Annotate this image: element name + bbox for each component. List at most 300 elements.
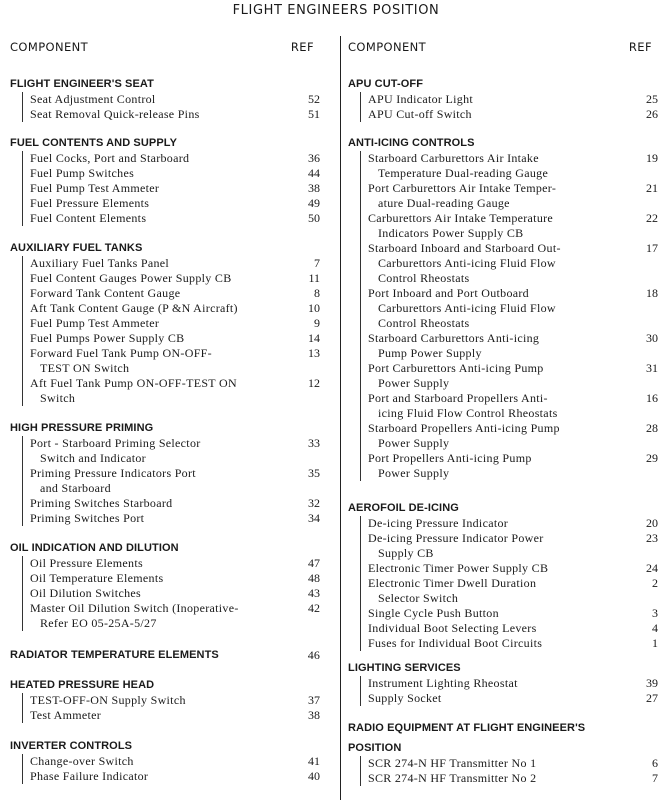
ref-number: 19: [646, 151, 658, 165]
ref-number: 33: [308, 436, 320, 450]
item-bracket: [22, 571, 23, 586]
list-item: [10, 601, 320, 631]
component-line: Seat Removal Quick-release Pins: [30, 107, 200, 121]
item-bracket: [360, 211, 361, 241]
list-item: [348, 676, 658, 691]
list-item: [348, 576, 658, 606]
component-line: Temperature Dual-reading Gauge: [378, 166, 549, 180]
component-line: Priming Pressure Indicators Port: [30, 466, 196, 480]
item-bracket: [22, 708, 23, 723]
component-line: Fuel Pump Test Ammeter: [30, 316, 160, 330]
list-item: [348, 181, 658, 211]
list-item: [10, 556, 320, 571]
component-line: TEST ON Switch: [40, 361, 130, 375]
section-title: RADIO EQUIPMENT AT FLIGHT ENGINEER'S: [348, 722, 586, 734]
component-line: Power Supply: [378, 376, 450, 390]
ref-number: 47: [308, 556, 320, 570]
list-item: [10, 286, 320, 301]
item-bracket: [22, 211, 23, 226]
component-header: COMPONENT: [10, 40, 89, 54]
component-line: icing Fluid Flow Control Rheostats: [378, 406, 558, 420]
item-bracket: [360, 361, 361, 391]
ref-number: 3: [652, 606, 658, 620]
component-name: [10, 107, 294, 122]
list-item: [348, 606, 658, 621]
component-name: [10, 511, 294, 526]
item-bracket: [22, 436, 23, 466]
component-line: SCR 274-N HF Transmitter No 1: [368, 756, 537, 770]
component-line: Refer EO 05-25A-5/27: [40, 616, 157, 630]
ref-number: 39: [646, 676, 658, 690]
component-line: APU Indicator Light: [368, 92, 474, 106]
section: [348, 500, 658, 651]
component-line: Electronic Timer Dwell Duration: [368, 576, 537, 590]
item-bracket: [22, 107, 23, 122]
ref-header: REF: [290, 40, 314, 54]
section: [348, 135, 658, 481]
item-bracket: [360, 241, 361, 286]
ref-number: 46: [307, 648, 320, 662]
ref-number: 24: [646, 561, 658, 575]
component-line: Fuel Content Elements: [30, 211, 147, 225]
component-line: Switch: [40, 391, 76, 405]
list-item: [10, 107, 320, 122]
list-item: [10, 256, 320, 271]
item-bracket: [360, 331, 361, 361]
component-name: [348, 561, 632, 576]
component-name: [348, 211, 632, 241]
component-name: [10, 256, 294, 271]
item-bracket: [22, 346, 23, 376]
component-line: Starboard Propellers Anti-icing Pump: [368, 421, 560, 435]
component-line: Master Oil Dilution Switch (Inoperative-: [30, 601, 239, 615]
item-bracket: [360, 181, 361, 211]
component-line: Starboard Inboard and Starboard Out-: [368, 241, 561, 255]
list-item: [348, 561, 658, 576]
list-item: [10, 376, 320, 406]
item-bracket: [22, 181, 23, 196]
component-line: Phase Failure Indicator: [30, 769, 149, 783]
component-name: [10, 151, 294, 166]
list-item: [10, 708, 320, 723]
section-title: AEROFOIL DE-ICING: [348, 502, 459, 514]
list-item: [348, 621, 658, 636]
component-name: [348, 241, 632, 286]
component-name: [10, 586, 294, 601]
list-item: [348, 151, 658, 181]
component-line: Port Carburettors Air Intake Temper-: [368, 181, 557, 195]
section-title: OIL INDICATION AND DILUTION: [10, 542, 179, 554]
component-line: TEST-OFF-ON Supply Switch: [30, 693, 186, 707]
ref-number: 17: [646, 241, 658, 255]
component-line: Fuel Pressure Elements: [30, 196, 150, 210]
section: [10, 677, 320, 723]
ref-number: 38: [308, 181, 320, 195]
component-name: [10, 211, 294, 226]
list-item: [348, 331, 658, 361]
list-item: [348, 286, 658, 331]
ref-number: 42: [308, 601, 320, 615]
list-item: [348, 771, 658, 786]
ref-number: 25: [646, 92, 658, 106]
component-line: Change-over Switch: [30, 754, 134, 768]
component-line: Supply Socket: [368, 691, 442, 705]
item-bracket: [22, 196, 23, 211]
component-line: De-icing Pressure Indicator: [368, 516, 509, 530]
section-title: APU CUT-OFF: [348, 78, 424, 90]
component-name: [348, 516, 632, 531]
component-name: [10, 754, 294, 769]
ref-number: 2: [652, 576, 658, 590]
list-item: [10, 571, 320, 586]
component-line: Forward Tank Content Gauge: [30, 286, 181, 300]
item-bracket: [22, 92, 23, 107]
item-bracket: [22, 316, 23, 331]
ref-number: 44: [308, 166, 320, 180]
ref-number: 21: [646, 181, 658, 195]
item-bracket: [22, 556, 23, 571]
item-bracket: [360, 516, 361, 531]
component-line: Port Inboard and Port Outboard: [368, 286, 529, 300]
left-column-header: [10, 40, 320, 62]
item-bracket: [360, 636, 361, 651]
section-title: FUEL CONTENTS AND SUPPLY: [10, 137, 178, 149]
list-item: [348, 361, 658, 391]
component-name: [348, 421, 632, 451]
ref-number: 14: [308, 331, 320, 345]
section-title: LIGHTING SERVICES: [348, 662, 461, 674]
item-bracket: [22, 693, 23, 708]
list-item: [348, 421, 658, 451]
component-line: Carburettors Anti-icing Fluid Flow: [378, 256, 556, 270]
component-line: Carburettors Air Intake Temperature: [368, 211, 554, 225]
component-line: Individual Boot Selecting Levers: [368, 621, 537, 635]
ref-number: 26: [646, 107, 658, 121]
ref-number: 50: [308, 211, 320, 225]
component-name: [10, 92, 294, 107]
item-bracket: [360, 676, 361, 691]
list-item: [348, 107, 658, 122]
item-bracket: [360, 621, 361, 636]
ref-number: 40: [308, 769, 320, 783]
item-bracket: [360, 561, 361, 576]
item-bracket: [22, 586, 23, 601]
component-name: [10, 271, 294, 286]
ref-number: 16: [646, 391, 658, 405]
item-bracket: [22, 331, 23, 346]
section-title-text: RADIATOR TEMPERATURE ELEMENTS: [10, 649, 219, 661]
component-name: [10, 331, 294, 346]
component-name: [348, 756, 632, 771]
left-column: [10, 40, 320, 783]
component-line: Single Cycle Push Button: [368, 606, 499, 620]
list-item: [10, 511, 320, 526]
ref-number: 7: [652, 771, 658, 785]
list-item: [348, 391, 658, 421]
component-name: [348, 606, 632, 621]
list-item: [348, 691, 658, 706]
component-name: [348, 691, 632, 706]
component-line: Fuel Pump Test Ammeter: [30, 181, 160, 195]
item-bracket: [360, 391, 361, 421]
list-item: [10, 166, 320, 181]
item-bracket: [360, 286, 361, 331]
ref-number: 12: [308, 376, 320, 390]
item-bracket: [360, 606, 361, 621]
section-title: FLIGHT ENGINEER'S SEAT: [10, 78, 154, 90]
list-item: [348, 756, 658, 771]
section: [10, 240, 320, 406]
ref-number: 18: [646, 286, 658, 300]
component-name: [10, 496, 294, 511]
component-name: [10, 556, 294, 571]
item-bracket: [22, 151, 23, 166]
section-title-continued: POSITION: [348, 742, 402, 754]
component-line: Power Supply: [378, 466, 450, 480]
ref-number: 29: [646, 451, 658, 465]
ref-number: 52: [308, 92, 320, 106]
component-line: SCR 274-N HF Transmitter No 2: [368, 771, 537, 785]
component-name: [348, 771, 632, 786]
ref-number: 4: [652, 621, 658, 635]
list-item: [10, 211, 320, 226]
component-name: [348, 331, 632, 361]
component-line: Fuel Cocks, Port and Starboard: [30, 151, 190, 165]
list-item: [348, 241, 658, 286]
item-bracket: [360, 92, 361, 107]
item-bracket: [360, 756, 361, 771]
list-item: [10, 271, 320, 286]
item-bracket: [22, 769, 23, 784]
component-line: Oil Dilution Switches: [30, 586, 141, 600]
ref-number: 43: [308, 586, 320, 600]
section-title: [10, 647, 320, 663]
list-item: [10, 301, 320, 316]
component-line: Port and Starboard Propellers Anti-: [368, 391, 548, 405]
ref-number: 27: [646, 691, 658, 705]
component-line: Starboard Carburettors Air Intake: [368, 151, 539, 165]
item-bracket: [22, 286, 23, 301]
component-line: Pump Power Supply: [378, 346, 482, 360]
component-name: [348, 181, 632, 211]
component-line: Control Rheostats: [378, 271, 470, 285]
list-item: [10, 769, 320, 784]
page-title: FLIGHT ENGINEERS POSITION: [232, 3, 440, 18]
item-bracket: [22, 601, 23, 631]
component-line: Fuel Pumps Power Supply CB: [30, 331, 185, 345]
component-name: [348, 107, 632, 122]
ref-number: 36: [308, 151, 320, 165]
ref-number: 13: [308, 346, 320, 360]
item-bracket: [22, 301, 23, 316]
section: [10, 76, 320, 122]
component-line: Oil Temperature Elements: [30, 571, 164, 585]
ref-number: 32: [308, 496, 320, 510]
component-name: [348, 286, 632, 331]
right-column-header: [348, 40, 658, 62]
component-name: [10, 346, 294, 376]
component-line: Priming Switches Starboard: [30, 496, 173, 510]
component-name: [10, 286, 294, 301]
section: [10, 647, 320, 663]
component-name: [10, 166, 294, 181]
list-item: [10, 754, 320, 769]
ref-number: 8: [314, 286, 320, 300]
component-name: [10, 376, 294, 406]
item-bracket: [360, 421, 361, 451]
component-line: ature Dual-reading Gauge: [378, 196, 510, 210]
component-line: Fuel Content Gauges Power Supply CB: [30, 271, 232, 285]
component-line: Fuel Pump Switches: [30, 166, 135, 180]
list-item: [10, 92, 320, 107]
component-line: Selector Switch: [378, 591, 459, 605]
list-item: [348, 92, 658, 107]
component-name: [10, 196, 294, 211]
list-item: [10, 181, 320, 196]
component-name: [348, 576, 632, 606]
component-name: [10, 708, 294, 723]
component-name: [348, 621, 632, 636]
component-line: Starboard Carburettors Anti-icing: [368, 331, 540, 345]
list-item: [348, 211, 658, 241]
section: [348, 660, 658, 706]
item-bracket: [360, 576, 361, 606]
component-line: APU Cut-off Switch: [368, 107, 472, 121]
item-bracket: [22, 376, 23, 406]
component-name: [10, 601, 294, 631]
component-line: De-icing Pressure Indicator Power: [368, 531, 544, 545]
list-item: [348, 531, 658, 561]
list-item: [10, 496, 320, 511]
ref-number: 30: [646, 331, 658, 345]
ref-number: 22: [646, 211, 658, 225]
component-line: Port Carburettors Anti-icing Pump: [368, 361, 544, 375]
ref-number: 9: [314, 316, 320, 330]
list-item: [348, 636, 658, 651]
component-line: Port Propellers Anti-icing Pump: [368, 451, 532, 465]
item-bracket: [22, 466, 23, 496]
component-line: Priming Switches Port: [30, 511, 145, 525]
section-title: ANTI-ICING CONTROLS: [348, 137, 475, 149]
component-line: Test Ammeter: [30, 708, 102, 722]
component-line: Supply CB: [378, 546, 434, 560]
component-name: [348, 151, 632, 181]
component-line: Fuses for Individual Boot Circuits: [368, 636, 543, 650]
list-item: [10, 151, 320, 166]
list-item: [348, 451, 658, 481]
component-name: [348, 636, 632, 651]
component-line: Carburettors Anti-icing Fluid Flow: [378, 301, 556, 315]
ref-number: 7: [314, 256, 320, 270]
list-item: [10, 586, 320, 601]
section: [10, 738, 320, 784]
component-line: Aft Fuel Tank Pump ON-OFF-TEST ON: [30, 376, 237, 390]
item-bracket: [22, 496, 23, 511]
column-divider: [340, 36, 341, 800]
section-title: HEATED PRESSURE HEAD: [10, 679, 155, 691]
ref-number: 1: [652, 636, 658, 650]
component-line: Control Rheostats: [378, 316, 470, 330]
component-name: [348, 451, 632, 481]
component-name: [10, 181, 294, 196]
item-bracket: [360, 771, 361, 786]
component-line: Forward Fuel Tank Pump ON-OFF-: [30, 346, 212, 360]
section: [10, 420, 320, 526]
section: [348, 76, 658, 122]
ref-number: 37: [308, 693, 320, 707]
ref-number: 31: [646, 361, 658, 375]
ref-number: 10: [308, 301, 320, 315]
component-name: [348, 391, 632, 421]
component-line: Electronic Timer Power Supply CB: [368, 561, 549, 575]
ref-number: 23: [646, 531, 658, 545]
section: [10, 135, 320, 226]
list-item: [10, 693, 320, 708]
section: [348, 720, 658, 786]
item-bracket: [360, 151, 361, 181]
list-item: [10, 331, 320, 346]
ref-number: 41: [308, 754, 320, 768]
list-item: [10, 196, 320, 211]
list-item: [10, 466, 320, 496]
list-item: [10, 316, 320, 331]
ref-number: 35: [308, 466, 320, 480]
section: [10, 540, 320, 631]
component-line: Power Supply: [378, 436, 450, 450]
component-name: [348, 676, 632, 691]
ref-number: 49: [308, 196, 320, 210]
ref-number: 28: [646, 421, 658, 435]
component-name: [348, 361, 632, 391]
list-item: [348, 516, 658, 531]
component-name: [10, 769, 294, 784]
component-name: [10, 693, 294, 708]
ref-number: 38: [308, 708, 320, 722]
component-name: [10, 466, 294, 496]
item-bracket: [360, 451, 361, 481]
component-line: Switch and Indicator: [40, 451, 146, 465]
ref-number: 51: [308, 107, 320, 121]
component-header: COMPONENT: [348, 40, 427, 54]
item-bracket: [22, 511, 23, 526]
component-line: Oil Pressure Elements: [30, 556, 143, 570]
section-title: INVERTER CONTROLS: [10, 740, 133, 752]
component-line: and Starboard: [40, 481, 111, 495]
component-line: Indicators Power Supply CB: [378, 226, 524, 240]
ref-number: 11: [308, 271, 320, 285]
right-column: [348, 40, 658, 785]
list-item: [10, 436, 320, 466]
component-line: Aft Tank Content Gauge (P &N Aircraft): [30, 301, 238, 315]
ref-number: 6: [652, 756, 658, 770]
component-name: [348, 92, 632, 107]
section-title: AUXILIARY FUEL TANKS: [10, 242, 143, 254]
component-name: [10, 316, 294, 331]
component-line: Port - Starboard Priming Selector: [30, 436, 201, 450]
list-item: [10, 346, 320, 376]
section-title: HIGH PRESSURE PRIMING: [10, 422, 154, 434]
ref-header: REF: [628, 40, 652, 54]
component-name: [348, 531, 632, 561]
ref-number: 20: [646, 516, 658, 530]
item-bracket: [22, 256, 23, 271]
item-bracket: [22, 166, 23, 181]
component-line: Seat Adjustment Control: [30, 92, 156, 106]
component-line: Auxiliary Fuel Tanks Panel: [30, 256, 170, 270]
ref-number: 34: [308, 511, 320, 525]
item-bracket: [360, 107, 361, 122]
component-name: [10, 571, 294, 586]
